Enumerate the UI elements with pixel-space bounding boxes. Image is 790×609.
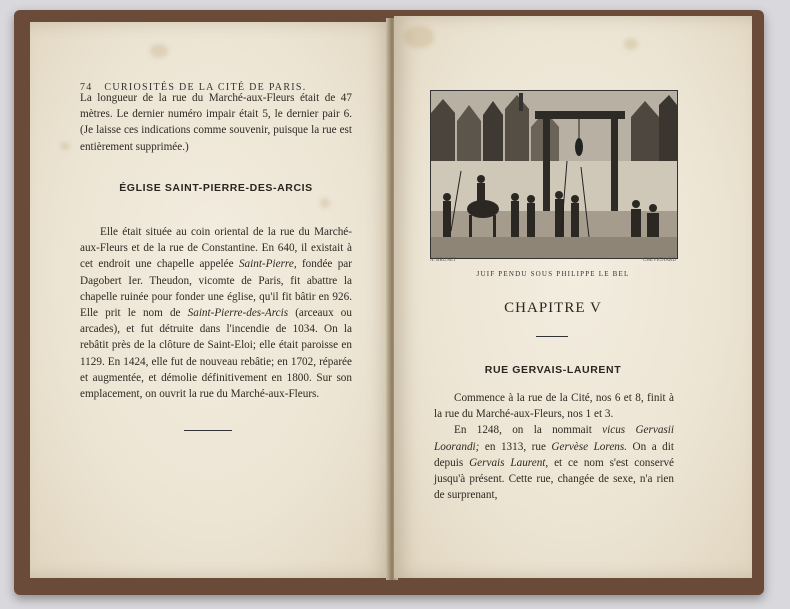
italic-run: Gervais Laurent, xyxy=(469,456,549,469)
section-heading: RUE GERVAIS-LAURENT xyxy=(484,364,622,376)
foxing-stain xyxy=(60,142,70,150)
foxing-stain xyxy=(404,26,434,48)
foxing-stain xyxy=(320,198,330,208)
paragraph-boundaries: Commence à la rue de la Cité, nos 6 et 8, finit à la rue du Marché-aux-Fleurs, nos 1 et 3. xyxy=(434,392,674,421)
foxing-stain xyxy=(150,44,168,58)
section-heading: ÉGLISE SAINT-PIERRE-DES-ARCIS xyxy=(119,182,313,194)
end-rule xyxy=(184,430,232,431)
right-page xyxy=(394,16,752,578)
italic-run: Saint-Pierre, xyxy=(238,258,297,271)
page-number: 74 xyxy=(80,82,93,93)
engraver-left: A. BRUNET xyxy=(430,258,457,263)
text-run: et ce nom s'est conservé jusqu'à présent. Cette rue, changée de sexe, n'a rien de surprenant, xyxy=(434,456,675,502)
engraving-illustration xyxy=(430,90,678,259)
text-run: En 1248, on la nommait xyxy=(454,424,603,437)
text-run: On a dit depuis xyxy=(434,440,674,469)
engraver-right: CHEVIGNARD xyxy=(642,258,676,263)
chapter-rule xyxy=(536,336,568,337)
foxing-stain xyxy=(624,38,638,50)
text-run: en 1313, rue xyxy=(479,440,552,453)
engraving-credits xyxy=(430,258,676,263)
italic-run: vicus Gervasii Loorandi; xyxy=(434,424,674,453)
right-body xyxy=(434,390,674,503)
text-run: fondée par Dagobert Ier. Theudon, vicomte de Paris, fit abattre la chapelle ruinée pour fonder une église, qu'il fit bâtir en 926. Elle prit le nom de xyxy=(80,258,352,320)
left-page xyxy=(30,22,392,578)
engraving-caption: JUIF PENDU SOUS PHILIPPE LE BEL xyxy=(476,270,630,278)
italic-run: Saint-Pierre-des-Arcis xyxy=(187,307,289,320)
paragraph-intro: La longueur de la rue du Marché-aux-Fleurs était de 47 mètres. Le dernier numéro impair était 5, le dernier pair 6. (Je laisse ces indications comme souvenir, puisque la rue est entièrement supprimée.) xyxy=(80,92,352,153)
running-head-title: CURIOSITÉS DE LA CITÉ DE PARIS. xyxy=(104,82,307,93)
paragraph-church xyxy=(80,224,352,402)
chapter-title: CHAPITRE V xyxy=(504,300,602,316)
paragraph-history xyxy=(434,422,674,503)
italic-run: Gervèse Lorens. xyxy=(551,440,628,453)
text-run: (arceaux ou arcades), et fut détruite dans l'incendie de 1034. On la rebâtit près de la clôture de Saint-Eloi; elle était paroisse en 1129. En 1424, elle fut de nouveau rebâtie; en 1702, réparée et augmentée, et démolie définitivement en 1800. Sur son emplacement, on ouvrit la rue du Marché-aux-Fleurs. xyxy=(80,307,352,401)
text-run: Elle était située au coin oriental de la rue du Marché-aux-Fleurs et de la rue de Constantine. En 640, il existait à cet endroit une chapelle appelée xyxy=(80,226,352,271)
